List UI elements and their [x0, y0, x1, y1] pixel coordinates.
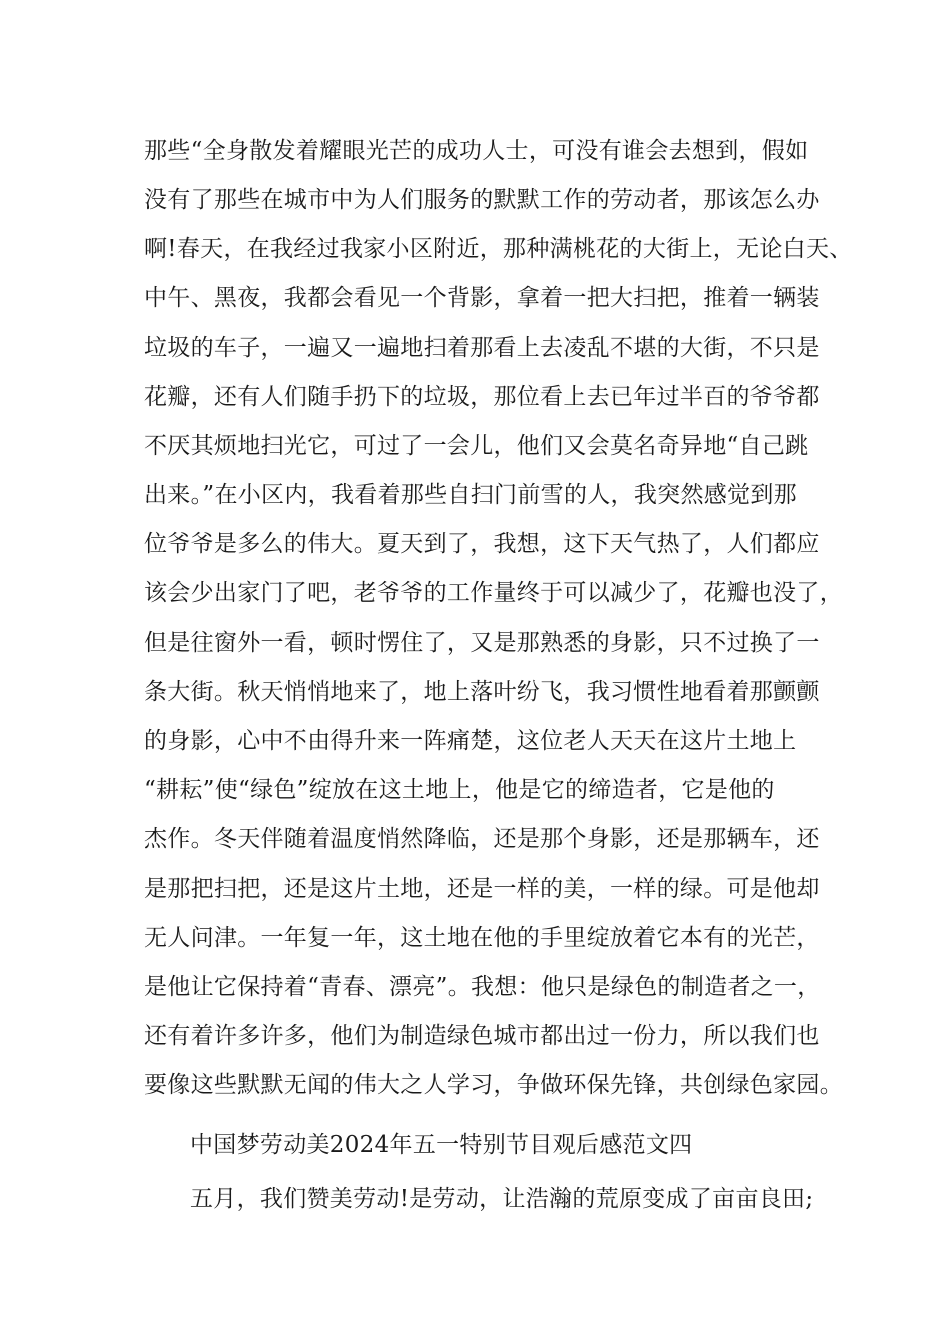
paragraph-line: 无人问津。一年复一年，这土地在他的手里绽放着它本有的光芒，: [144, 925, 820, 951]
paragraph-line: 位爷爷是多么的伟大。夏天到了，我想，这下天气热了，人们都应: [144, 531, 820, 557]
paragraph-line: 中午、黑夜，我都会看见一个背影，拿着一把大扫把，推着一辆装: [144, 285, 820, 311]
paragraph-line: 是他让它保持着“青春、漂亮”。我想：他只是绿色的制造者之一，: [144, 974, 821, 1000]
paragraph-line: 该会少出家门了吧，老爷爷的工作量终于可以减少了，花瓣也没了，: [144, 580, 843, 606]
paragraph-line: 花瓣，还有人们随手扔下的垃圾，那位看上去已年过半百的爷爷都: [144, 384, 820, 410]
paragraph-line: 不厌其烦地扫光它，可过了一会儿，他们又会莫名奇异地“自己跳: [144, 433, 809, 459]
paragraph-line: “耕耘”使“绿色”绽放在这土地上，他是它的缔造者，它是他的: [144, 777, 775, 803]
paragraph-line: 条大街。秋天悄悄地来了，地上落叶纷飞，我习惯性地看着那颤颤: [144, 679, 820, 705]
paragraph-line: 啊!春天，在我经过我家小区附近，那种满桃花的大街上，无论白天、: [144, 236, 853, 262]
paragraph-line: 出来。”在小区内，我看着那些自扫门前雪的人，我突然感觉到那: [144, 482, 797, 508]
paragraph-line: 是那把扫把，还是这片土地，还是一样的美，一样的绿。可是他却: [144, 876, 820, 902]
paragraph-line: 但是往窗外一看，顿时愣住了，又是那熟悉的身影，只不过换了一: [144, 630, 820, 656]
paragraph-line: 还有着许多许多，他们为制造绿色城市都出过一份力，所以我们也: [144, 1023, 820, 1049]
paragraph-line: 的身影，心中不由得升来一阵痛楚，这位老人天天在这片土地上: [144, 728, 797, 754]
paragraph-line: 那些“全身散发着耀眼光芒的成功人士，可没有谁会去想到，假如: [144, 138, 809, 164]
paragraph-line: 五月，我们赞美劳动!是劳动，让浩瀚的荒原变成了亩亩良田;: [190, 1186, 814, 1212]
paragraph-line: 垃圾的车子，一遍又一遍地扫着那看上去凌乱不堪的大街，不只是: [144, 335, 820, 361]
paragraph-line: 要像这些默默无闻的伟大之人学习，争做环保先锋，共创绿色家园。: [144, 1072, 843, 1098]
paragraph-line: 没有了那些在城市中为人们服务的默默工作的劳动者，那该怎么办: [144, 187, 820, 213]
paragraph-line: 杰作。冬天伴随着温度悄然降临，还是那个身影，还是那辆车，还: [144, 826, 820, 852]
section-heading: 中国梦劳动美2024年五一特别节目观后感范文四: [190, 1132, 693, 1158]
